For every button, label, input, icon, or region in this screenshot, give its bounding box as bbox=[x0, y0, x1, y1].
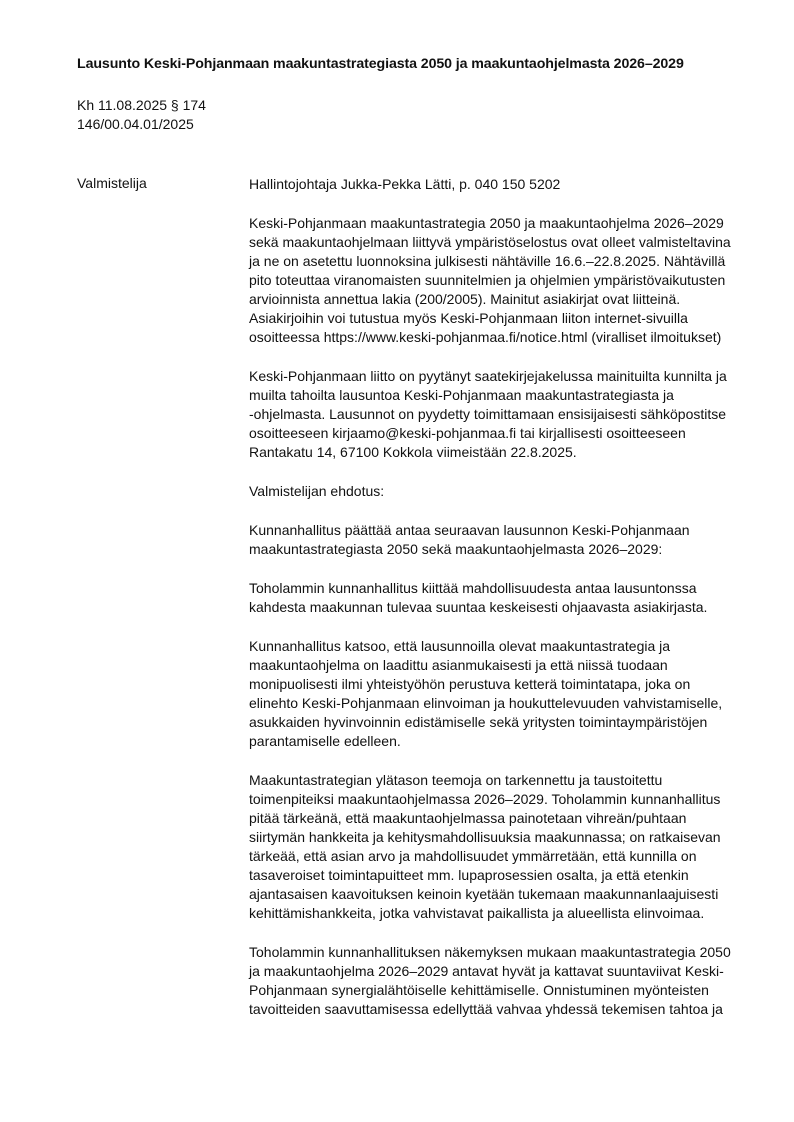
case-number: 146/00.04.01/2025 bbox=[77, 116, 194, 132]
paragraph-line: kehittämishankkeita, jotka vahvistavat paikallista ja alueellista elinvoimaa. bbox=[249, 905, 705, 921]
paragraph-line: -ohjelmasta. Lausunnot on pyydetty toimittamaan ensisijaisesti sähköpostitse bbox=[249, 406, 727, 422]
paragraph-line: ja maakuntaohjelma 2026–2029 antavat hyvät ja kattavat suuntaviivat Keski- bbox=[249, 963, 724, 979]
body-paragraph bbox=[249, 637, 769, 751]
paragraph-line: toimenpiteiksi maakuntaohjelmassa 2026–2029. Toholammin kunnanhallitus bbox=[249, 791, 721, 807]
paragraph-line: siirtymän hankkeita ja kehitysmahdollisuuksia maakunnassa; on ratkaisevan bbox=[249, 829, 721, 845]
document-body bbox=[249, 175, 769, 1039]
paragraph-line: kahdesta maakunnan tulevaa suuntaa keskeisesti ohjaavasta asiakirjasta. bbox=[249, 599, 708, 615]
body-paragraph bbox=[249, 482, 769, 501]
body-paragraph bbox=[249, 367, 769, 462]
preparer-name: Hallintojohtaja Jukka-Pekka Lätti, p. 040 150 5202 bbox=[249, 176, 561, 192]
paragraph-line: maakuntaohjelma on laadittu asianmukaisesti ja että niissä tuodaan bbox=[249, 657, 668, 673]
body-paragraph bbox=[249, 943, 769, 1019]
paragraph-line: monipuolisesti ilmi yhteistyöhön perustuva ketterä toimintatapa, joka on bbox=[249, 676, 691, 692]
paragraph-line: Keski-Pohjanmaan liitto on pyytänyt saatekirjejakelussa mainituilta kunnilta ja bbox=[249, 368, 727, 384]
paragraph-line: pito toteuttaa viranomaisten suunnitelmien ja ohjelmien ympäristövaikutusten bbox=[249, 272, 726, 288]
document-meta bbox=[77, 96, 206, 134]
paragraph-line: sekä maakuntaohjelmaan liittyvä ympäristöselostus ovat olleet valmisteltavina bbox=[249, 234, 731, 250]
paragraph-line: arvioinnista annettua lakia (200/2005). Mainitut asiakirjat ovat liitteinä. bbox=[249, 291, 681, 307]
paragraph-line: pitää tärkeänä, että maakuntaohjelmassa painotetaan vihreän/puhtaan bbox=[249, 810, 687, 826]
paragraph-line: parantamiselle edelleen. bbox=[249, 733, 401, 749]
paragraph-line: Rantakatu 14, 67100 Kokkola viimeistään 22.8.2025. bbox=[249, 444, 577, 460]
body-paragraph bbox=[249, 521, 769, 559]
paragraph-line: Kunnanhallitus katsoo, että lausunnoilla olevat maakuntastrategia ja bbox=[249, 638, 671, 654]
paragraph-line: asukkaiden hyvinvoinnin edistämiselle sekä yritysten toimintaympäristöjen bbox=[249, 714, 708, 730]
paragraph-line: muilta tahoilta lausuntoa Keski-Pohjanmaan maakuntastrategiasta ja bbox=[249, 387, 674, 403]
paragraph-line: Maakuntastrategian ylätason teemoja on tarkennettu ja taustoitettu bbox=[249, 772, 663, 788]
meeting-reference: Kh 11.08.2025 § 174 bbox=[77, 97, 206, 113]
paragraph-line: Keski-Pohjanmaan maakuntastrategia 2050 ja maakuntaohjelma 2026–2029 bbox=[249, 215, 724, 231]
paragraph-line: osoitteeseen kirjaamo@keski-pohjanmaa.fi tai kirjallisesti osoitteeseen bbox=[249, 425, 686, 441]
paragraph-line: Asiakirjoihin voi tutustua myös Keski-Pohjanmaan liiton internet-sivuilla bbox=[249, 310, 688, 326]
paragraph-line: Toholammin kunnanhallituksen näkemyksen mukaan maakuntastrategia 2050 bbox=[249, 944, 731, 960]
paragraph-line: tärkeää, että asian arvo ja mahdollisuudet ymmärretään, että kunnilla on bbox=[249, 848, 697, 864]
paragraph-line: ja ne on asetettu luonnoksina julkisesti nähtäville 16.6.–22.8.2025. Nähtävillä bbox=[249, 253, 726, 269]
paragraph-line: elinehto Keski-Pohjanmaan elinvoiman ja houkuttelevuuden vahvistamiselle, bbox=[249, 695, 723, 711]
paragraph-line: Toholammin kunnanhallitus kiittää mahdollisuudesta antaa lausuntonssa bbox=[249, 580, 697, 596]
paragraph-line: tavoitteiden saavuttamisessa edellyttää vahvaa yhdessä tekemisen tahtoa ja bbox=[249, 1001, 723, 1017]
paragraph-line: osoitteessa https://www.keski-pohjanmaa.fi/notice.html (viralliset ilmoitukset) bbox=[249, 329, 722, 345]
paragraph-list bbox=[249, 214, 769, 1019]
paragraph-line: ajantasaisen kaavoituksen keinoin kyetään tukemaan maakunnanlaajuisesti bbox=[249, 886, 719, 902]
document-title: Lausunto Keski-Pohjanmaan maakuntastrategiasta 2050 ja maakuntaohjelmasta 2026–2029 bbox=[77, 56, 684, 72]
paragraph-line: tasaveroiset toimintapuitteet mm. lupaprosessien osalta, ja että etenkin bbox=[249, 867, 689, 883]
preparer-label: Valmistelija bbox=[77, 175, 147, 191]
body-paragraph bbox=[249, 579, 769, 617]
paragraph-line: Valmistelijan ehdotus: bbox=[249, 483, 385, 499]
paragraph-line: maakuntastrategiasta 2050 sekä maakuntaohjelmasta 2026–2029: bbox=[249, 541, 663, 557]
body-paragraph bbox=[249, 771, 769, 923]
paragraph-line: Kunnanhallitus päättää antaa seuraavan lausunnon Keski-Pohjanmaan bbox=[249, 522, 690, 538]
paragraph-line: Pohjanmaan synergialähtöiselle kehittämiselle. Onnistuminen myönteisten bbox=[249, 982, 709, 998]
body-paragraph bbox=[249, 214, 769, 347]
